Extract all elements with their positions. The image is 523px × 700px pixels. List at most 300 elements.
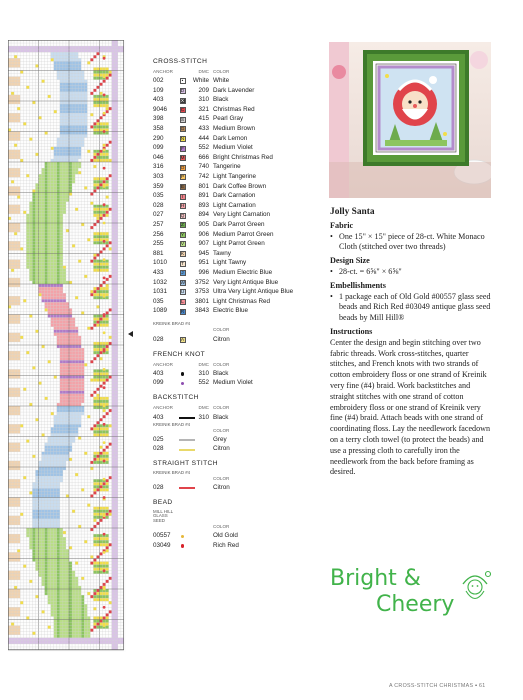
- chart-cell: [66, 104, 69, 107]
- chart-cell: [57, 437, 60, 440]
- color-name: Medium Brown: [213, 125, 255, 133]
- chart-cell: [60, 138, 63, 141]
- chart-cell: [112, 153, 115, 156]
- chart-cell: [23, 638, 26, 641]
- chart-cell: [57, 446, 60, 449]
- chart-cell: [103, 67, 106, 70]
- chart-cell: [48, 592, 51, 595]
- chart-cell: [112, 95, 115, 98]
- chart-cell: [54, 488, 57, 491]
- chart-cell: [63, 110, 66, 113]
- chart-cell: [14, 55, 17, 58]
- chart-cell: [14, 318, 17, 321]
- chart-cell: [93, 568, 96, 571]
- chart-cell: [69, 446, 72, 449]
- chart-cell: [69, 369, 72, 372]
- chart-cell: [32, 244, 35, 247]
- chart-cell: [42, 269, 45, 272]
- chart-cell: [60, 214, 63, 217]
- chart-cell: [57, 174, 60, 177]
- anchor-number: 002: [153, 77, 164, 85]
- chart-cell: [54, 147, 57, 150]
- chart-cell: [20, 424, 23, 427]
- chart-cell: [66, 592, 69, 595]
- chart-cell: [78, 604, 81, 607]
- chart-bead-dot: [103, 624, 106, 627]
- chart-cell: [39, 552, 42, 555]
- chart-cell: [109, 275, 112, 278]
- chart-cell: [63, 366, 66, 369]
- chart-cell: [115, 607, 118, 610]
- chart-cell: [66, 229, 69, 232]
- chart-cell: [51, 595, 54, 598]
- chart-cell: [32, 546, 35, 549]
- chart-cell: [72, 52, 75, 55]
- chart-cell: [11, 552, 14, 555]
- chart-cell: [60, 360, 63, 363]
- chart-cell: [69, 458, 72, 461]
- chart-cell: [66, 153, 69, 156]
- chart-cell: [54, 293, 57, 296]
- chart-cell: [78, 363, 81, 366]
- chart-cell: [51, 458, 54, 461]
- chart-cell: [69, 138, 72, 141]
- chart-cell: [17, 302, 20, 305]
- chart-cell: [63, 180, 66, 183]
- chart-cell: [42, 568, 45, 571]
- chart-cell: [48, 293, 51, 296]
- chart-cell: [42, 455, 45, 458]
- chart-cell: [75, 80, 78, 83]
- symbol-swatch: L: [181, 300, 184, 306]
- chart-cell: [109, 443, 112, 446]
- chart-cell: [63, 342, 66, 345]
- chart-cell: [51, 272, 54, 275]
- chart-cell: [106, 311, 109, 314]
- chart-cell: [69, 339, 72, 342]
- chart-cell: [112, 388, 115, 391]
- chart-cell: [39, 504, 42, 507]
- chart-cell: [112, 598, 115, 601]
- chart-cell: [103, 397, 106, 400]
- chart-cell: [39, 476, 42, 479]
- chart-cell: [11, 168, 14, 171]
- chart-cell: [51, 58, 54, 61]
- chart-cell: [60, 92, 63, 95]
- chart-cell: [103, 71, 106, 74]
- instructions-text: Center the design and begin stitching over two fabric threads. Work cross-stitches, quarter stitches, and French knots with two strands of cotton embroidery floss or one strand of Kreinik very fine (#4) braid. Work backstitches and straight stitches with one strand of cotton embroidery floss or one strand of Kreinik very fine (#4) braid. Attach beads with one strand of coordinating floss. Lay the needlework facedown on a terry cloth towel (to protect the beads) and use a pressing cloth to carefully iron the needlework from the back before framing as desired.: [330, 337, 491, 477]
- chart-cell: [75, 74, 78, 77]
- chart-cell: [100, 424, 103, 427]
- chart-cell: [17, 226, 20, 229]
- chart-cell: [75, 132, 78, 135]
- chart-cell: [39, 638, 42, 641]
- chart-cell: [96, 403, 99, 406]
- chart-cell: [57, 162, 60, 165]
- chart-cell: [51, 488, 54, 491]
- chart-cell: [84, 80, 87, 83]
- page-number: 61: [479, 683, 486, 689]
- chart-cell: [39, 555, 42, 558]
- chart-cell: [54, 199, 57, 202]
- chart-cell: [109, 208, 112, 211]
- chart-cell: [66, 80, 69, 83]
- chart-cell: [51, 302, 54, 305]
- cross-stitch-rows: [153, 77, 323, 317]
- chart-cell: [115, 177, 118, 180]
- chart-cell: [81, 104, 84, 107]
- chart-cell: [115, 437, 118, 440]
- chart-cell: [103, 98, 106, 101]
- chart-cell: [45, 199, 48, 202]
- chart-cell: [54, 266, 57, 269]
- color-name: Citron: [213, 484, 230, 492]
- chart-cell: [87, 623, 90, 626]
- chart-cell: [115, 311, 118, 314]
- chart-cell: [54, 455, 57, 458]
- chart-bead-dot: [103, 368, 106, 371]
- chart-cell: [48, 232, 51, 235]
- chart-cell: [57, 574, 60, 577]
- chart-cell: [51, 470, 54, 473]
- chart-cell: [69, 324, 72, 327]
- chart-cell: [75, 433, 78, 436]
- french-knot-dot: [181, 372, 185, 376]
- chart-cell: [112, 308, 115, 311]
- chart-cell: [57, 235, 60, 238]
- chart-cell: [54, 110, 57, 113]
- chart-cell: [17, 223, 20, 226]
- chart-cell: [39, 287, 42, 290]
- chart-cell: [115, 583, 118, 586]
- chart-cell: [78, 128, 81, 131]
- chart-bead-dot: [103, 94, 106, 97]
- chart-cell: [75, 171, 78, 174]
- chart-cell: [78, 113, 81, 116]
- chart-cell: [45, 461, 48, 464]
- chart-cell: [60, 369, 63, 372]
- color-name: Medium Parrot Green: [213, 230, 274, 238]
- chart-cell: [112, 620, 115, 623]
- chart-cell: [60, 135, 63, 138]
- chart-cell: [11, 92, 14, 95]
- chart-cell: [100, 406, 103, 409]
- chart-cell: [100, 552, 103, 555]
- chart-cell: [69, 440, 72, 443]
- chart-cell: [84, 632, 87, 635]
- chart-cell: [11, 266, 14, 269]
- symbol-swatch: Z: [181, 223, 184, 229]
- chart-cell: [69, 83, 72, 86]
- chart-cell: [78, 629, 81, 632]
- chart-cell: [60, 565, 63, 568]
- chart-cell: [57, 311, 60, 314]
- chart-cell: [60, 83, 63, 86]
- chart-cell: [14, 144, 17, 147]
- dmc-number: 415: [198, 115, 209, 123]
- symbol-swatch: C: [180, 108, 185, 114]
- chart-cell: [93, 430, 96, 433]
- chart-cell: [54, 433, 57, 436]
- chart-bead-dot: [103, 588, 106, 591]
- chart-cell: [103, 543, 106, 546]
- chart-cell: [103, 583, 106, 586]
- chart-cell: [66, 382, 69, 385]
- chart-cell: [51, 55, 54, 58]
- chart-cell: [45, 491, 48, 494]
- chart-cell: [69, 342, 72, 345]
- chart-bead-dot: [103, 148, 106, 151]
- chart-cell: [78, 391, 81, 394]
- chart-cell: [106, 351, 109, 354]
- chart-cell: [42, 470, 45, 473]
- key-row: [153, 259, 323, 269]
- chart-cell: [72, 159, 75, 162]
- anchor-number: 303: [153, 173, 164, 181]
- chart-cell: [112, 250, 115, 253]
- chart-cell: [106, 534, 109, 537]
- chart-cell: [72, 162, 75, 165]
- chart-cell: [84, 104, 87, 107]
- chart-cell: [115, 406, 118, 409]
- chart-cell: [100, 269, 103, 272]
- chart-cell: [63, 467, 66, 470]
- chart-cell: [60, 543, 63, 546]
- chart-cell: [118, 49, 121, 52]
- symbol-swatch: X: [180, 98, 185, 104]
- chart-cell: [100, 379, 103, 382]
- chart-cell: [96, 159, 99, 162]
- chart-cell: [54, 501, 57, 504]
- chart-cell: [54, 299, 57, 302]
- chart-cell: [78, 107, 81, 110]
- chart-cell: [45, 278, 48, 281]
- chart-cell: [75, 153, 78, 156]
- chart-cell: [100, 263, 103, 266]
- chart-cell: [72, 46, 75, 49]
- chart-cell: [48, 555, 51, 558]
- chart-cell: [57, 260, 60, 263]
- chart-cell: [57, 296, 60, 299]
- chart-cell: [112, 235, 115, 238]
- chart-cell: [115, 385, 118, 388]
- chart-cell: [51, 293, 54, 296]
- chart-cell: [115, 95, 118, 98]
- chart-cell: [112, 616, 115, 619]
- stitch-line-swatch: [179, 487, 195, 489]
- chart-cell: [75, 208, 78, 211]
- chart-cell: [112, 440, 115, 443]
- chart-cell: [106, 433, 109, 436]
- chart-cell: [100, 586, 103, 589]
- chart-cell: [72, 574, 75, 577]
- chart-cell: [106, 376, 109, 379]
- chart-cell: [14, 116, 17, 119]
- chart-cell: [48, 284, 51, 287]
- chart-cell: [115, 339, 118, 342]
- chart-cell: [115, 208, 118, 211]
- chart-cell: [96, 180, 99, 183]
- chart-cell: [11, 278, 14, 281]
- chart-cell: [57, 540, 60, 543]
- chart-cell: [45, 214, 48, 217]
- chart-cell: [75, 626, 78, 629]
- chart-cell: [90, 125, 93, 128]
- chart-cell: [115, 476, 118, 479]
- chart-cell: [112, 430, 115, 433]
- chart-cell: [112, 177, 115, 180]
- chart-cell: [11, 589, 14, 592]
- chart-cell: [69, 101, 72, 104]
- chart-cell: [42, 202, 45, 205]
- chart-cell: [48, 217, 51, 220]
- dmc-number: 209: [198, 86, 209, 94]
- chart-cell: [32, 223, 35, 226]
- chart-cell: [48, 315, 51, 318]
- chart-cell: [112, 162, 115, 165]
- chart-cell: [106, 485, 109, 488]
- chart-cell: [93, 345, 96, 348]
- chart-cell: [100, 293, 103, 296]
- chart-cell: [112, 46, 115, 49]
- chart-cell: [96, 241, 99, 244]
- anchor-number: 035: [153, 297, 164, 305]
- chart-cell: [78, 71, 81, 74]
- chart-cell: [96, 232, 99, 235]
- chart-cell: [106, 241, 109, 244]
- chart-cell: [63, 604, 66, 607]
- chart-cell: [96, 128, 99, 131]
- chart-cell: [63, 147, 66, 150]
- chart-cell: [115, 257, 118, 260]
- chart-cell: [93, 128, 96, 131]
- chart-cell: [78, 598, 81, 601]
- chart-cell: [112, 522, 115, 525]
- chart-cell: [29, 46, 32, 49]
- chart-cell: [84, 638, 87, 641]
- chart-cell: [45, 531, 48, 534]
- chart-cell: [14, 412, 17, 415]
- chart-cell: [69, 104, 72, 107]
- chart-cell: [11, 247, 14, 250]
- chart-cell: [112, 324, 115, 327]
- chart-cell: [112, 610, 115, 613]
- chart-cell: [11, 571, 14, 574]
- chart-cell: [35, 186, 38, 189]
- chart-cell: [100, 348, 103, 351]
- chart-cell: [72, 613, 75, 616]
- chart-cell: [60, 220, 63, 223]
- chart-cell: [87, 504, 90, 507]
- chart-cell: [69, 400, 72, 403]
- chart-cell: [11, 461, 14, 464]
- chart-cell: [51, 638, 54, 641]
- chart-cell: [115, 305, 118, 308]
- chart-cell: [112, 592, 115, 595]
- chart-cell: [81, 125, 84, 128]
- chart-cell: [60, 223, 63, 226]
- chart-cell: [35, 199, 38, 202]
- chart-cell: [72, 333, 75, 336]
- chart-cell: [60, 247, 63, 250]
- chart-cell: [96, 458, 99, 461]
- chart-cell: [66, 580, 69, 583]
- chart-cell: [72, 71, 75, 74]
- chart-cell: [11, 260, 14, 263]
- chart-cell: [72, 626, 75, 629]
- chart-cell: [81, 382, 84, 385]
- chart-cell: [45, 281, 48, 284]
- chart-cell: [93, 260, 96, 263]
- chart-cell: [54, 208, 57, 211]
- chart-cell: [54, 214, 57, 217]
- chart-cell: [54, 485, 57, 488]
- chart-cell: [115, 543, 118, 546]
- color-name: Pearl Gray: [213, 115, 244, 123]
- chart-cell: [42, 482, 45, 485]
- chart-cell: [112, 446, 115, 449]
- chart-cell: [106, 98, 109, 101]
- chart-cell: [103, 540, 106, 543]
- chart-cell: [60, 424, 63, 427]
- chart-cell: [54, 452, 57, 455]
- chart-cell: [60, 409, 63, 412]
- chart-cell: [100, 507, 103, 510]
- chart-cell: [103, 180, 106, 183]
- chart-cell: [57, 58, 60, 61]
- chart-cell: [63, 372, 66, 375]
- chart-cell: [115, 412, 118, 415]
- chart-cell: [78, 135, 81, 138]
- chart-cell: [60, 238, 63, 241]
- chart-cell: [112, 171, 115, 174]
- chart-cell: [96, 321, 99, 324]
- chart-cell: [81, 598, 84, 601]
- chart-cell: [14, 449, 17, 452]
- chart-cell: [48, 470, 51, 473]
- chart-cell: [115, 330, 118, 333]
- chart-cell: [48, 540, 51, 543]
- chart-cell: [60, 613, 63, 616]
- chart-cell: [51, 244, 54, 247]
- chart-cell: [51, 189, 54, 192]
- chart-cell: [57, 336, 60, 339]
- chart-cell: [35, 247, 38, 250]
- chart-cell: [14, 208, 17, 211]
- chart-cell: [115, 80, 118, 83]
- chart-cell: [81, 394, 84, 397]
- chart-cell: [17, 101, 20, 104]
- chart-cell: [112, 473, 115, 476]
- chart-cell: [93, 482, 96, 485]
- chart-cell: [54, 430, 57, 433]
- chart-cell: [112, 186, 115, 189]
- chart-cell: [106, 540, 109, 543]
- chart-cell: [11, 479, 14, 482]
- chart-cell: [96, 369, 99, 372]
- chart-cell: [106, 461, 109, 464]
- chart-bead-dot: [103, 441, 106, 444]
- chart-cell: [100, 485, 103, 488]
- chart-cell: [78, 95, 81, 98]
- chart-cell: [103, 565, 106, 568]
- chart-cell: [100, 315, 103, 318]
- chart-cell: [75, 382, 78, 385]
- chart-cell: [57, 49, 60, 52]
- chart-cell: [42, 458, 45, 461]
- chart-cell: [103, 287, 106, 290]
- chart-cell: [32, 278, 35, 281]
